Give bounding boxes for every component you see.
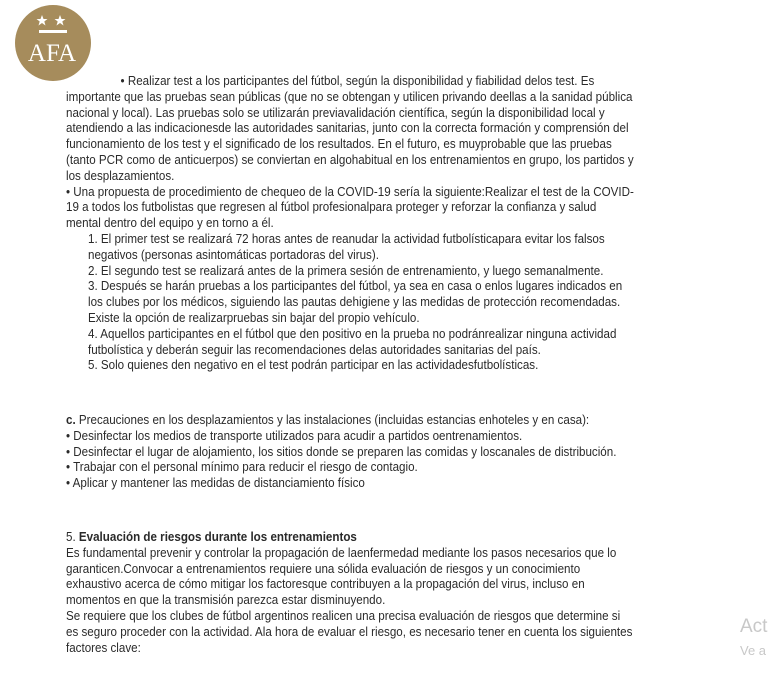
list-item: Existe la opción de realizarpruebas sin bajar del propio vehículo. xyxy=(88,309,420,325)
list-item: • Desinfectar el lugar de alojamiento, los sitios donde se preparen las comidas y loscanales de distribución. xyxy=(66,443,617,459)
paragraph-line: Se requiere que los clubes de fútbol argentinos realicen una precisa evaluación de riesgos que determine si xyxy=(66,607,621,623)
list-item: 1. El primer test se realizará 72 horas antes de reanudar la actividad futbolísticapara evitar los falsos xyxy=(88,230,605,246)
paragraph-line: importante que las pruebas sean públicas (que no se obtengan y utilicen privando deellas a la sanidad pública xyxy=(66,88,633,104)
tests-section xyxy=(66,73,711,373)
paragraph-line: los desplazamientos. xyxy=(66,167,175,183)
section-number: 5. xyxy=(66,529,79,544)
list-item: futbolística y deberán seguir las recomendaciones delas autoridades sanitarias del país. xyxy=(88,341,541,357)
svg-text:AFA: AFA xyxy=(27,40,77,67)
paragraph-line: exhaustivo acerca de cómo mitigar los factoresque contribuyen a la propagación del virus, incluso en xyxy=(66,576,585,592)
section-heading xyxy=(66,529,632,545)
activation-watermark-subtitle: Ve a xyxy=(740,643,767,658)
paragraph-line: 19 a todos los futbolistas que regresen al fútbol profesionalpara proteger y reforzar la confianza y salud xyxy=(66,199,597,215)
paragraph-line: nacional y local). Las pruebas solo se utilizarán previavalidación científica, según la disponibilidad local y xyxy=(66,104,605,120)
paragraph-line: mental dentro del equipo y en torno a él. xyxy=(66,215,274,231)
list-item: • Desinfectar los medios de transporte utilizados para acudir a partidos oentrenamientos. xyxy=(66,427,523,443)
paragraph-line: garanticen.Convocar a entrenamientos requiere una sólida evaluación de riesgos y un conocimiento xyxy=(66,560,581,576)
paragraph-line: (tanto PCR como de anticuerpos) se conviertan en algohabitual en los entrenamientos en grupo, los partidos y xyxy=(66,151,634,167)
list-item: 2. El segundo test se realizará antes de la primera sesión de entrenamiento, y luego semanalmente. xyxy=(88,262,604,278)
afa-logo xyxy=(15,5,91,81)
list-item: • Aplicar y mantener las medidas de distanciamiento físico xyxy=(66,475,365,491)
activation-watermark-title: Act xyxy=(740,616,768,637)
paragraph-line: momentos en que la transmisión parezca estar disminuyendo. xyxy=(66,592,386,608)
paragraph-line: • Una propuesta de procedimiento de chequeo de la COVID-19 sería la siguiente:Realizar el test de la COVID- xyxy=(66,183,634,199)
section-heading xyxy=(66,412,616,428)
list-item: • Trabajar con el personal mínimo para reducir el riesgo de contagio. xyxy=(66,459,418,475)
section-letter: c. xyxy=(66,412,76,427)
list-item: 4. Aquellos participantes en el fútbol que den positivo en la prueba no podránrealizar ninguna actividad xyxy=(88,325,617,341)
list-item: 3. Después se harán pruebas a los participantes del fútbol, ya sea en casa o enlos lugares indicados en xyxy=(88,278,623,294)
list-item: los clubes por los médicos, siguiendo las pautas dehigiene y las medidas de protección recomendadas. xyxy=(88,294,621,310)
paragraph-line: es seguro proceder con la actividad. Ala hora de evaluar el riesgo, es necesario tener en cuenta los siguientes xyxy=(66,623,633,639)
risk-evaluation-section xyxy=(66,529,710,655)
paragraph-line: Es fundamental prevenir y controlar la propagación de laenfermedad mediante los pasos necesarios que lo xyxy=(66,544,617,560)
paragraph-line: funcionamiento de los test y el significado de los resultados. En el futuro, es muyprobable que las pruebas xyxy=(66,136,612,152)
list-item: 5. Solo quienes den negativo en el test podrán participar en las actividadesfutbolísticas. xyxy=(88,357,539,373)
paragraph-line: factores clave: xyxy=(66,639,141,655)
paragraph-line: • Realizar test a los participantes del fútbol, según la disponibilidad y fiabilidad delos test. Es xyxy=(120,73,595,88)
section-title: Evaluación de riesgos durante los entrenamientos xyxy=(78,529,357,544)
paragraph-line: atendiendo a las indicacionesde las autoridades sanitarias, junto con la correcta formación y comprensión del xyxy=(66,120,629,136)
heading-text: Precauciones en los desplazamientos y las instalaciones (incluidas estancias enhoteles y en casa): xyxy=(75,412,590,427)
precautions-section xyxy=(66,412,692,491)
list-item: negativos (personas asintomáticas portadoras del virus). xyxy=(88,246,379,262)
afa-crest-icon xyxy=(15,5,91,81)
